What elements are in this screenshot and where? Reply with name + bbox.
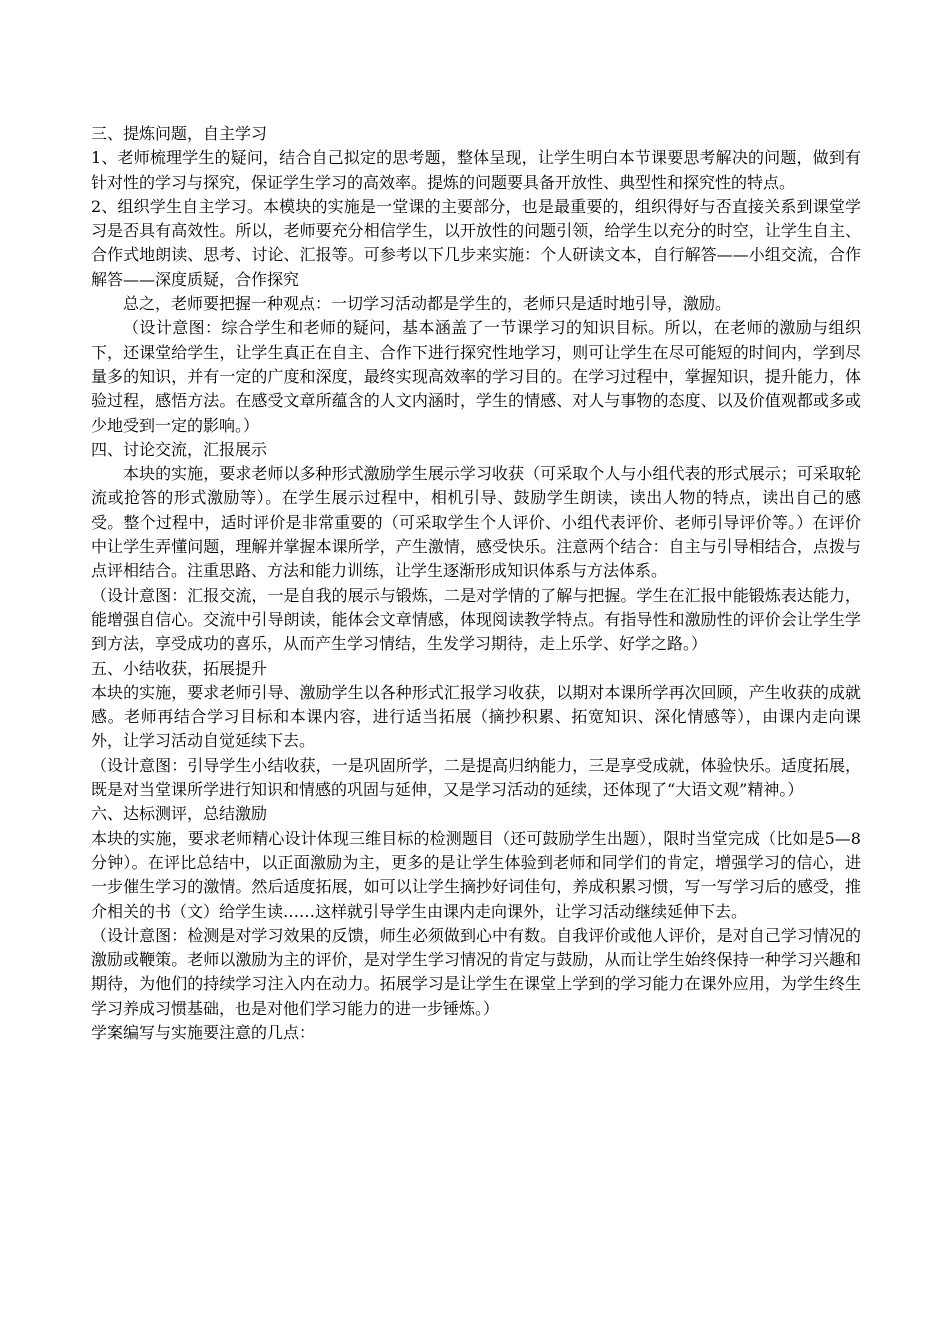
design-intent-paragraph: （设计意图：综合学生和老师的疑问，基本涵盖了一节课学习的知识目标。所以，在老师的激励与组织下，还课堂给学生，让学生真正在自主、合作下进行探究性地学习，则可让学生在尽可能短的时间内，学到尽量多的知识，并有一定的广度和深度，最终实现高效率的学习目的。在学习过程中，掌握知识，提升能力，体验过程，感悟方法。在感受文章所蕴含的人文内涵时，学生的情感、对人与事物的态度、以及价值观都或多或少地受到一定的影响。）: [91, 318, 861, 435]
section-heading-4: 四、讨论交流，汇报展示: [91, 439, 268, 459]
paragraph: 2、组织学生自主学习。本模块的实施是一堂课的主要部分，也是最重要的，组织得好与否直接关系到课堂学习是否具有高效性。所以，老师要充分相信学生，以开放性的问题引领，给学生以充分的时空，让学生自主、合作式地朗读、思考、讨论、汇报等。可参考以下几步来实施：个人研读文本，自行解答——小组交流，合作解答——深度质疑，合作探究: [91, 196, 861, 289]
closing-heading: 学案编写与实施要注意的几点：: [91, 1022, 316, 1042]
paragraph: 1、老师梳理学生的疑问，结合自己拟定的思考题，整体呈现，让学生明白本节课要思考解决的问题，做到有针对性的学习与探究，保证学生学习的高效率。提炼的问题要具备开放性、典型性和探究性的特点。: [91, 148, 861, 192]
paragraph: 总之，老师要把握一种观点：一切学习活动都是学生的，老师只是适时地引导，激励。: [123, 294, 732, 314]
paragraph: 本块的实施，要求老师精心设计体现三维目标的检测题目（还可鼓励学生出题），限时当堂完成（比如是5—8分钟）。在评比总结中，以正面激励为主，更多的是让学生体验到老师和同学们的肯定，增强学习的信心，进一步催生学习的激情。然后适度拓展，如可以让学生摘抄好词佳句，养成积累习惯，写一写学习后的感受，推介相关的书（文）给学生读……这样就引导学生由课内走向课外，让学习活动继续延伸下去。: [91, 828, 861, 921]
paragraph: 本块的实施，要求老师以多种形式激励学生展示学习收获（可采取个人与小组代表的形式展示；可采取轮流或抢答的形式激励等）。在学生展示过程中，相机引导、鼓励学生朗读，读出人物的特点，读出自己的感受。整个过程中，适时评价是非常重要的（可采取学生个人评价、小组代表评价、老师引导评价等。）在评价中让学生弄懂问题，理解并掌握本课所学，产生激情，感受快乐。注意两个结合：自主与引导相结合，点拨与点评相结合。注重思路、方法和能力训练，让学生逐渐形成知识体系与方法体系。: [91, 464, 861, 581]
design-intent-paragraph: （设计意图：引导学生小结收获，一是巩固所学，二是提高归纳能力，三是享受成就，体验快乐。适度拓展，既是对当堂课所学进行知识和情感的巩固与延伸，又是学习活动的延续，还体现了“大语文观”精神。）: [91, 755, 861, 800]
section-heading-3: 三、提炼问题，自主学习: [91, 124, 268, 143]
document-page: [91, 122, 861, 1045]
section-heading-5: 五、小结收获，拓展提升: [91, 658, 268, 678]
design-intent-paragraph: （设计意图：检测是对学习效果的反馈，师生必须做到心中有数。自我评价或他人评价，是对自己学习情况的激励或鞭策。老师以激励为主的评价，是对学生学习情况的肯定与鼓励，从而让学生始终保持一种学习兴趣和期待，为他们的持续学习注入内在动力。拓展学习是让学生在课堂上学到的学习能力在课外应用，为学生终生学习养成习惯基础，也是对他们学习能力的进一步锤炼。）: [91, 925, 861, 1018]
section-heading-6: 六、达标测评，总结激励: [91, 804, 268, 824]
design-intent-paragraph: （设计意图：汇报交流，一是自我的展示与锻炼，二是对学情的了解与把握。学生在汇报中能锻炼表达能力，能增强自信心。交流中引导朗读，能体会文章情感，体现阅读教学特点。有指导性和激励性的评价会让学生学到方法，享受成功的喜乐，从而产生学习情结，生发学习期待，走上乐学、好学之路。）: [91, 585, 861, 654]
paragraph: 本块的实施，要求老师引导、激励学生以各种形式汇报学习收获，以期对本课所学再次回顾，产生收获的成就感。老师再结合学习目标和本课内容，进行适当拓展（摘抄积累、拓宽知识、深化情感等），由课内走向课外，让学习活动自觉延续下去。: [91, 682, 861, 751]
